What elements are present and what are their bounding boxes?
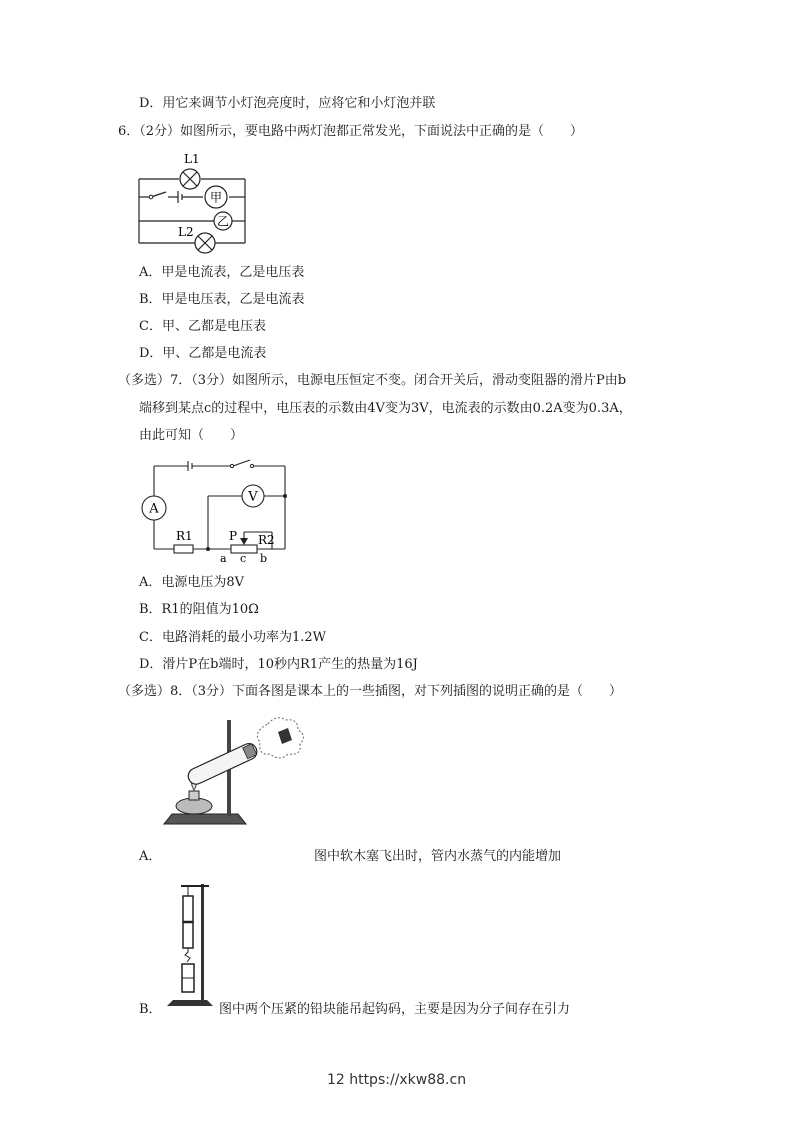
- q6-label-l1: L1: [184, 152, 200, 166]
- page-footer: 12 https://xkw88.cn: [326, 1072, 467, 1088]
- q5-option-d: D．用它来调节小灯泡亮度时，应将它和小灯泡并联: [139, 96, 436, 111]
- q7-stem-line3: 由此可知（ ）: [139, 428, 244, 443]
- q7-stem-line1: （多选）7．（3分）如图所示，电源电压恒定不变。闭合开关后，滑动变阻器的滑片P由b: [118, 373, 627, 388]
- q6-option-d: D．甲、乙都是电流表: [139, 346, 267, 361]
- q7-stem-line2: 端移到某点c的过程中，电压表的示数由4V变为3V，电流表的示数由0.2A变为0.3A，: [139, 401, 632, 416]
- q8-option-b-text: 图中两个压紧的铅块能吊起钩码，主要是因为分子间存在引力: [219, 1002, 571, 1017]
- q7-label-c: c: [240, 552, 247, 565]
- q7-label-p: P: [229, 529, 238, 543]
- q6-stem: 6．（2分）如图所示，要电路中两灯泡都正常发光，下面说法中正确的是（ ）: [118, 124, 584, 139]
- lamp-l1-icon: [180, 169, 200, 189]
- q6-label-l2: L2: [178, 225, 194, 239]
- q6-option-a: A．甲是电流表，乙是电压表: [139, 265, 305, 280]
- q7-option-a: A．电源电压为8V: [139, 575, 245, 590]
- q8-option-b-label: B．: [139, 1002, 162, 1017]
- q6-label-yi: 乙: [216, 214, 230, 229]
- q7-circuit-diagram: [136, 452, 296, 567]
- q6-circuit-diagram: [130, 146, 255, 258]
- q7-label-voltmeter: V: [248, 489, 258, 505]
- resistor-r1-icon: [174, 545, 193, 553]
- q8-option-a-label: A．: [139, 849, 162, 864]
- cork-steam-test-tube-figure: [158, 706, 314, 830]
- lead-blocks-hanging-figure: [165, 880, 215, 1010]
- q7-option-c: C．电路消耗的最小功率为1.2W: [139, 630, 326, 645]
- q7-option-b: B．R1的阻值为10Ω: [139, 602, 259, 617]
- q7-label-r2: R2: [258, 533, 275, 547]
- lamp-l2-icon: [195, 233, 215, 253]
- q7-option-d: D．滑片P在b端时，10秒内R1产生的热量为16J: [139, 657, 418, 672]
- q6-option-b: B．甲是电压表，乙是电流表: [139, 292, 305, 307]
- q7-label-a: a: [220, 552, 227, 565]
- q7-label-ammeter: A: [149, 501, 159, 517]
- slider-p-arrow-icon: [240, 538, 248, 545]
- q8-stem: （多选）8．（3分）下面各图是课本上的一些插图，对下列插图的说明正确的是（ ）: [118, 684, 623, 699]
- q6-label-jia: 甲: [209, 190, 223, 205]
- q6-option-c: C．甲、乙都是电压表: [139, 319, 266, 334]
- q7-label-b: b: [260, 552, 268, 565]
- q8-option-a-text: 图中软木塞飞出时，管内水蒸气的内能增加: [314, 849, 562, 864]
- q7-label-r1: R1: [176, 529, 193, 543]
